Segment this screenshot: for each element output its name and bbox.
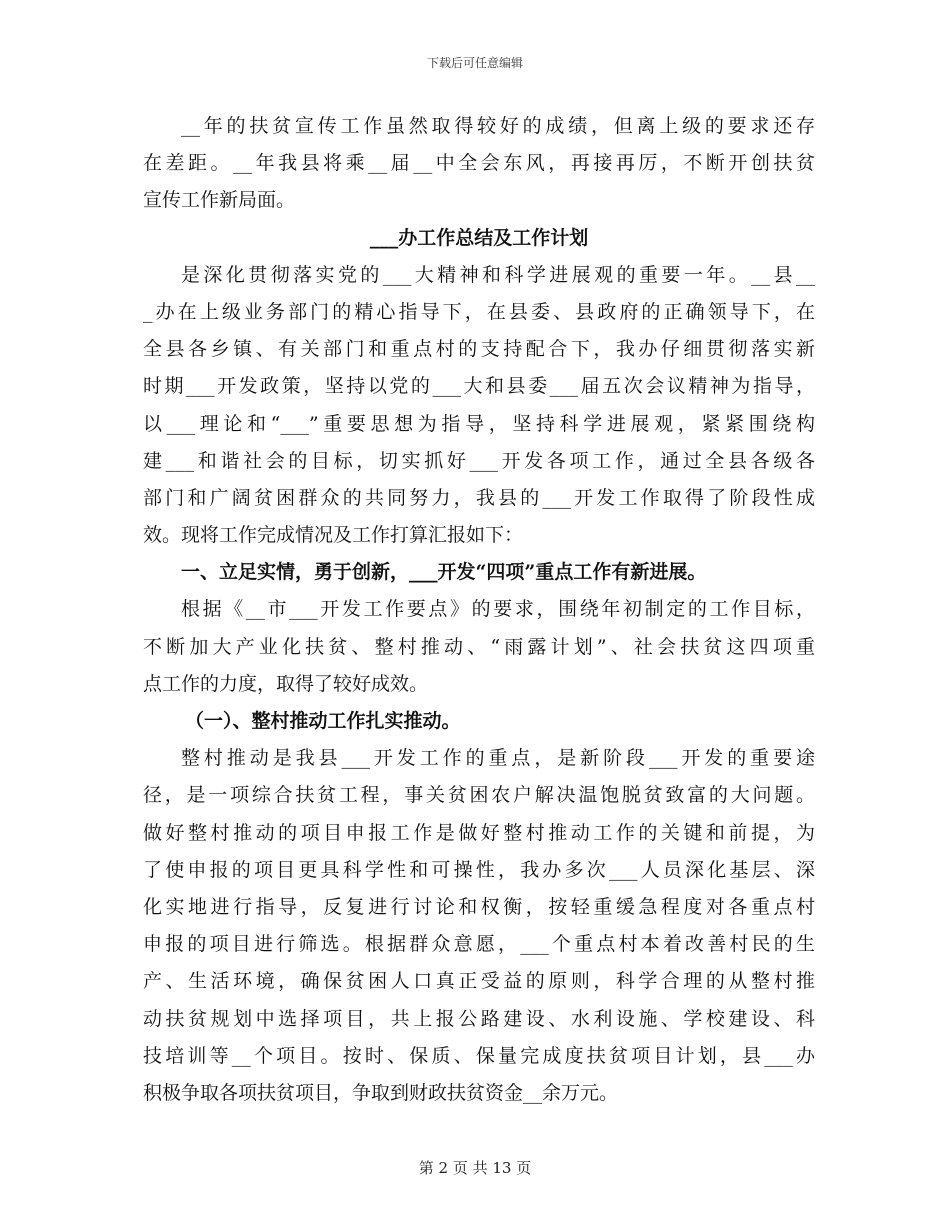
text-line: 在差距。__年我县将乘__届__中全会东风，再接再厉，不断开创扶贫 [143,152,815,175]
text-line: 了使申报的项目更具科学性和可操性，我办多次___人员深化基层、深 [143,858,815,881]
page-number-footer: 第 2 页 共 13 页 [418,1159,532,1177]
page-header-note: 下载后可任意编辑 [426,56,523,70]
text-line: __年的扶贫宣传工作虽然取得较好的成绩，但离上级的要求还存 [181,115,815,137]
document-title: ___办工作总结及工作计划 [369,226,589,249]
text-line: 部门和广阔贫困群众的共同努力，我县的___开发工作取得了阶段性成 [143,486,815,509]
text-line: 整村推动是我县___开发工作的重点，是新阶段___开发的重要途 [181,747,815,770]
text-line: 根据《__市___开发工作要点》的要求，围绕年初制定的工作目标， [181,598,815,621]
text-line: 产、生活环境，确保贫困人口真正受益的原则，科学合理的从整村推 [143,970,815,993]
text-line: 化实地进行指导，反复进行讨论和权衡，按轻重缓急程度对各重点村 [143,895,815,918]
text-line: _办在上级业务部门的精心指导下，在县委、县政府的正确领导下，在 [143,300,815,323]
section-heading: 一、立足实情，勇于创新，___开发“四项”重点工作有新进展。 [181,561,707,584]
text-line: 不断加大产业化扶贫、整村推动、“雨露计划”、社会扶贫这四项重 [143,635,815,658]
paragraph-key-work [143,591,815,703]
text-line: 技培训等__个项目。按时、保质、保量完成度扶贫项目计划，县___办 [143,1044,815,1067]
text-line: 积极争取各项扶贫项目，争取到财政扶贫资金__余万元。 [143,1081,619,1104]
text-line: 宣传工作新局面。 [143,189,296,212]
text-line: 以___理论和“___”重要思想为指导，坚持科学进展观，紧紧围绕构 [143,412,815,435]
text-line: 点工作的力度，取得了较好成效。 [143,672,429,695]
text-line: 全县各乡镇、有关部门和重点村的支持配合下，我办仔细贯彻落实新 [143,338,815,361]
text-line: 建___和谐社会的目标，切实抓好___开发各项工作，通过全县各级各 [143,449,815,472]
document-body [143,108,815,1112]
intro-paragraph [143,108,815,220]
paragraph-village-work [143,740,815,1112]
text-line: 是深化贯彻落实党的___大精神和科学进展观的重要一年。__县__ [181,263,815,286]
text-line: 效。现将工作完成情况及工作打算汇报如下： [143,524,524,547]
text-line: 径，是一项综合扶贫工程，事关贫困农户解决温饱脱贫致富的大问题。 [143,784,815,807]
subsection-heading: （一）、整村推动工作扎实推动。 [185,710,461,732]
text-line: 申报的项目进行筛选。根据群众意愿，___个重点村本着改善村民的生 [143,933,815,956]
text-line: 动扶贫规划中选择项目，共上报公路建设、水利设施、学校建设、科 [143,1007,815,1030]
paragraph-summary [143,257,815,555]
text-line: 做好整村推动的项目申报工作是做好整村推动工作的关键和前提，为 [143,821,815,844]
text-line: 时期___开发政策，坚持以党的___大和县委___届五次会议精神为指导， [143,375,815,398]
